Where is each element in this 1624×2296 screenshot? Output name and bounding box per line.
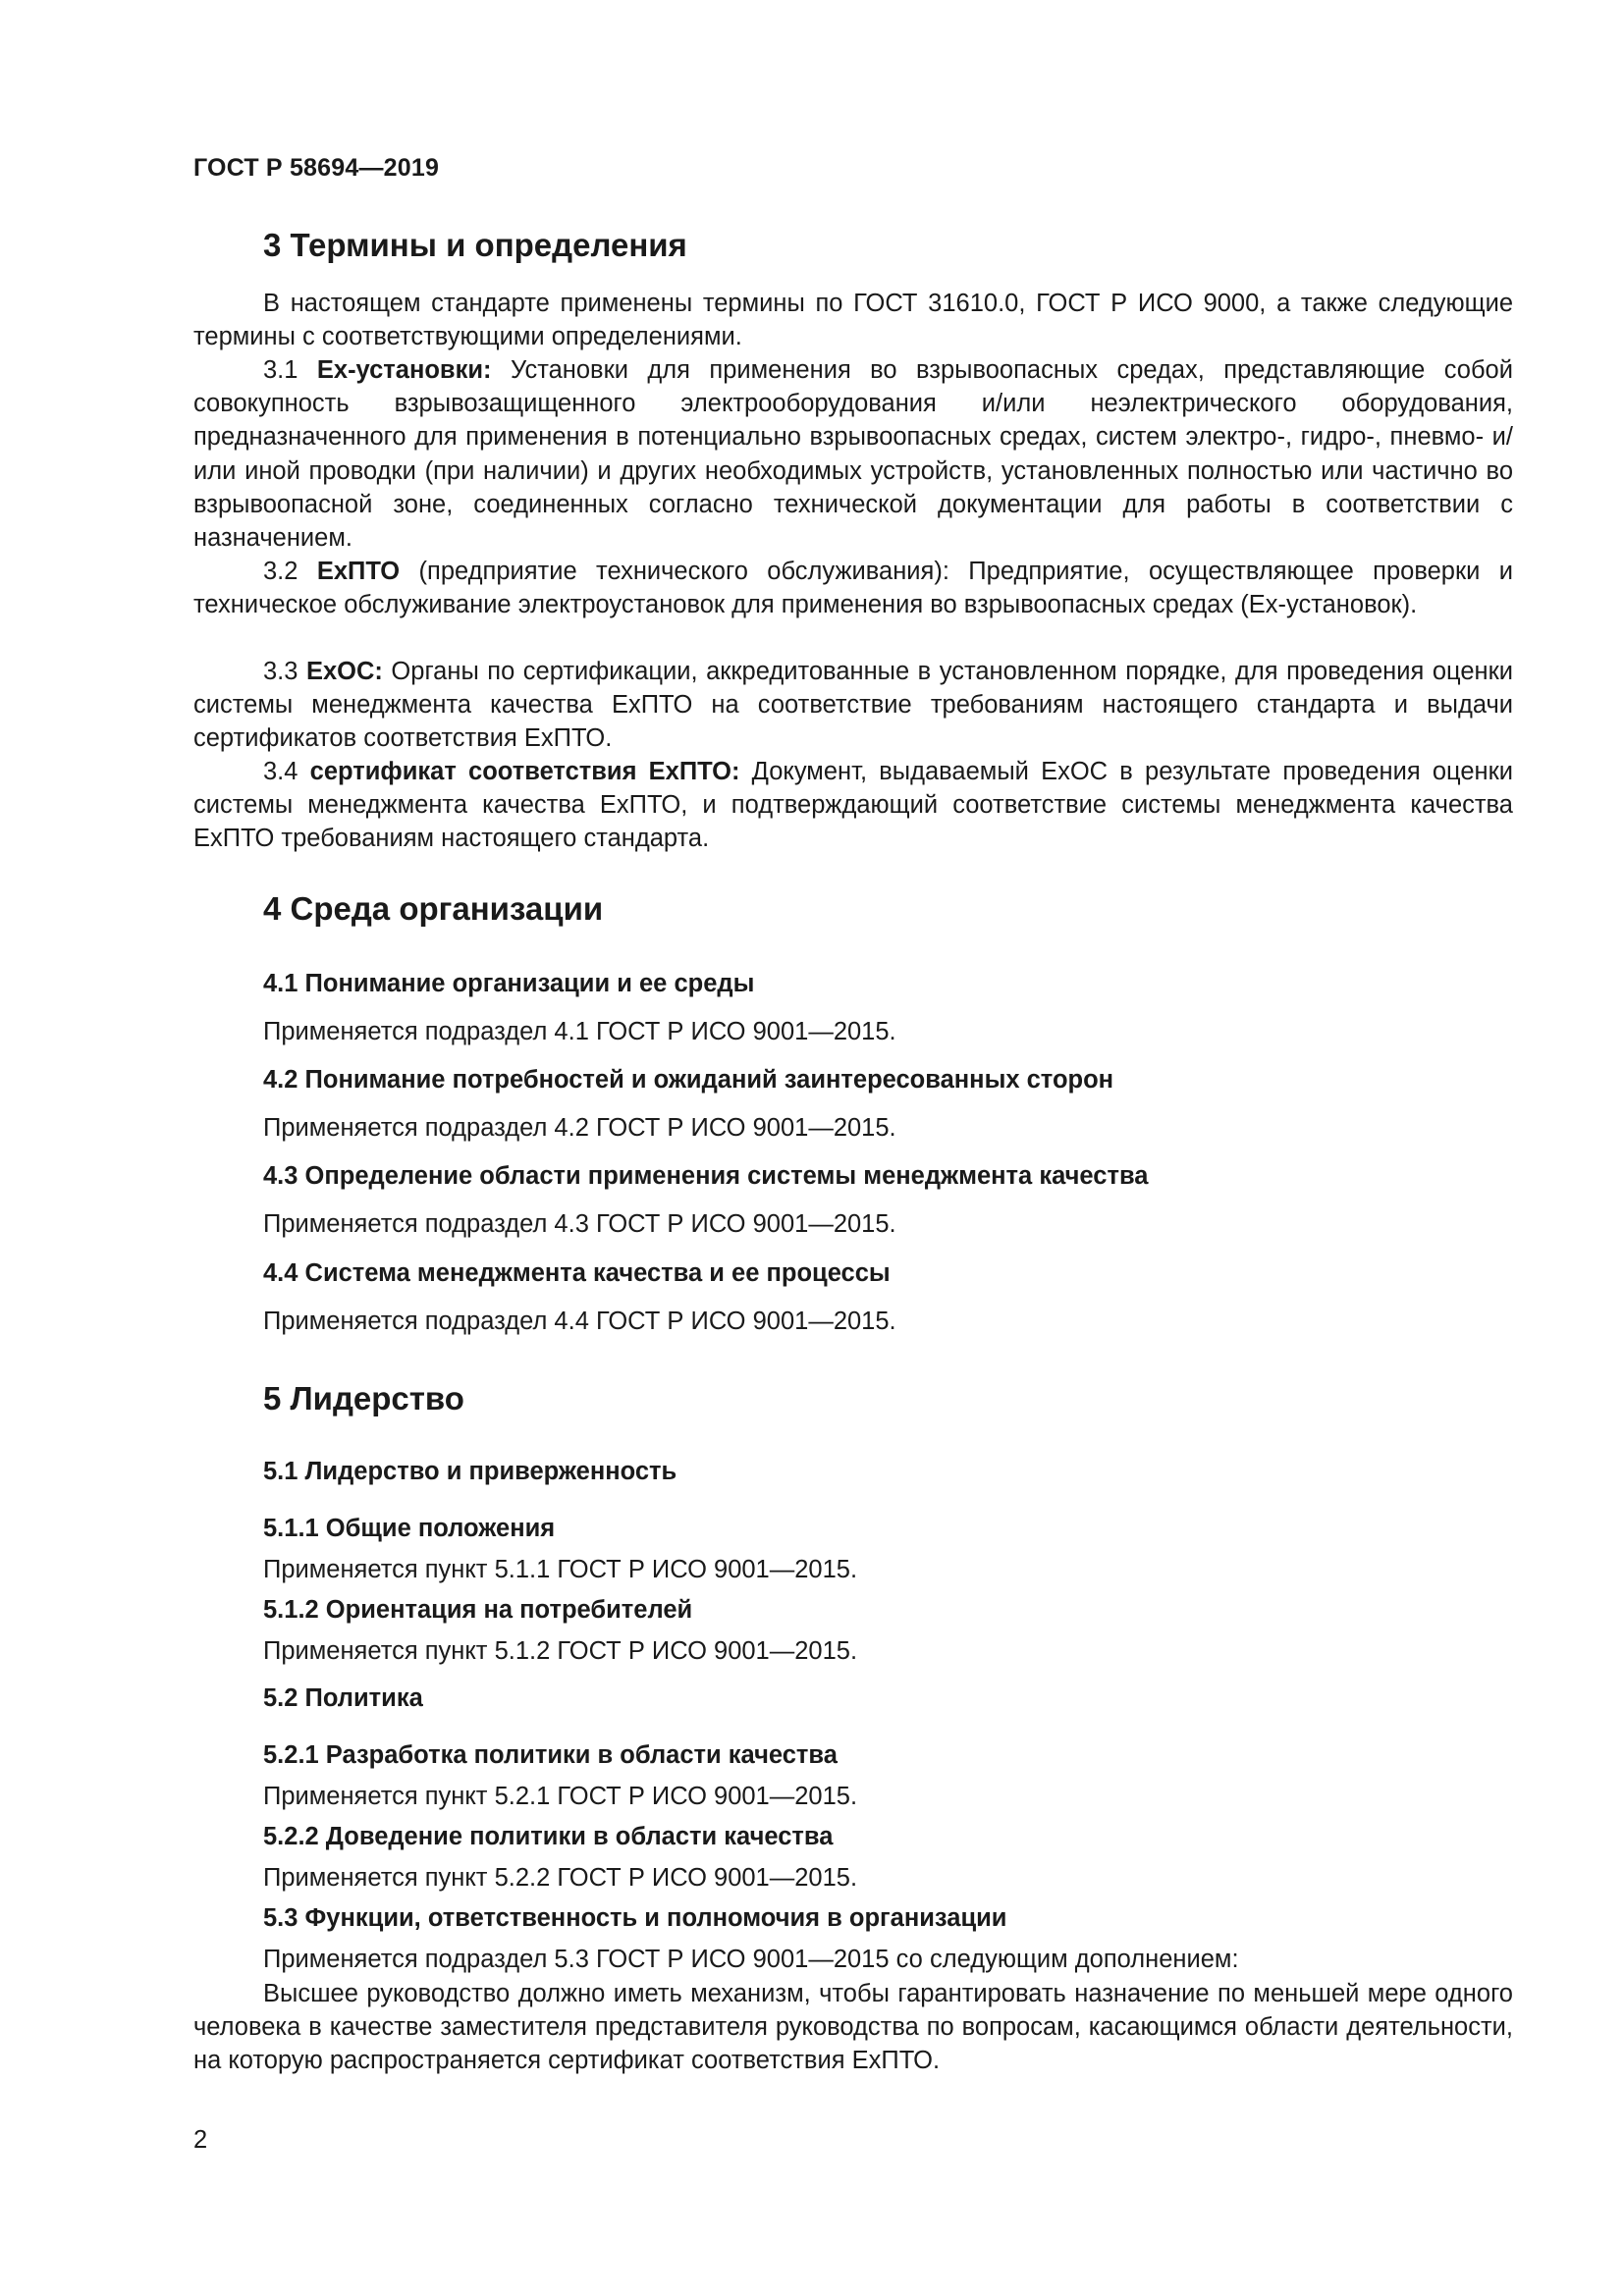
- section-4-title: 4 Среда организации: [263, 890, 604, 927]
- subsection-5-3-text: Применяется подраздел 5.3 ГОСТ Р ИСО 9001—2015 со следующим дополнением:: [263, 1946, 1239, 1973]
- term-3-4-name: сертификат соответствия ЕхПТО:: [309, 758, 740, 785]
- clause-5-1-1-text: Применяется пункт 5.1.1 ГОСТ Р ИСО 9001—2015.: [263, 1556, 858, 1583]
- term-3-2-definition: (предприятие технического обслуживания): Предприятие, осуществляющее проверки и техническое обслуживание электроустановок для применения во взрывоопасных средах (Ех-установок).: [193, 558, 1513, 619]
- subsection-4-1-text: Применяется подраздел 4.1 ГОСТ Р ИСО 9001—2015.: [263, 1018, 896, 1045]
- term-3-3-definition: Органы по сертификации, аккредитованные в установленном порядке, для проведения оценки системы менеджмента качества ЕхПТО на соответствие требованиям настоящего стандарта и выдачи сертификатов соответствия ЕхПТО.: [193, 658, 1513, 753]
- subsection-4-3-text: Применяется подраздел 4.3 ГОСТ Р ИСО 9001—2015.: [263, 1210, 896, 1238]
- term-3-1-name: Ех-установки:: [316, 356, 492, 384]
- clause-5-2-2-title: 5.2.2 Доведение политики в области качества: [263, 1823, 834, 1850]
- term-3-2: 3.2 ЕхПТО (предприятие технического обслуживания): Предприятие, осуществляющее проверки и техническое обслуживание электроустановок для применения во взрывоопасных средах (Ех-установок).: [193, 558, 1513, 619]
- term-3-3-name: ЕхОС:: [305, 658, 383, 685]
- term-3-3: 3.3 ЕхОС: Органы по сертификации, аккредитованные в установленном порядке, для проведения оценки системы менеджмента качества ЕхПТО на соответствие требованиям настоящего стандарта и выдачи сертификатов соответствия ЕхПТО.: [193, 658, 1513, 753]
- subsection-4-4-text: Применяется подраздел 4.4 ГОСТ Р ИСО 9001—2015.: [263, 1308, 896, 1335]
- term-3-1-definition: Установки для применения во взрывоопасных средах, представляющие собой совокупность взрывозащищенного электрооборудования и/или неэлектрического оборудования, предназначенного для применения в потенциально взрывоопасных средах, систем электро-, гидро-, пневмо- и/или иной проводки (при наличии) и других необходимых устройств, установленных полностью или частично во взрывоопасной зоне, соединенных согласно технической документации для работы в соответствии с назначением.: [193, 356, 1513, 553]
- subsection-5-1-title: 5.1 Лидерство и приверженность: [263, 1458, 677, 1485]
- section-3-intro: В настоящем стандарте применены термины по ГОСТ 31610.0, ГОСТ Р ИСО 9000, а также следующие термины с соответствующими определениями.: [193, 290, 1513, 351]
- clause-5-2-1-text: Применяется пункт 5.2.1 ГОСТ Р ИСО 9001—2015.: [263, 1783, 858, 1810]
- subsection-4-2-title: 4.2 Понимание потребностей и ожиданий заинтересованных сторон: [263, 1066, 1114, 1094]
- clause-5-2-1-title: 5.2.1 Разработка политики в области качества: [263, 1741, 838, 1769]
- subsection-5-2-title: 5.2 Политика: [263, 1684, 423, 1712]
- term-3-4: 3.4 сертификат соответствия ЕхПТО: Документ, выдаваемый ЕхОС в результате проведения оценки системы менеджмента качества ЕхПТО, и подтверждающий соответствие системы менеджмента качества ЕхПТО требованиям настоящего стандарта.: [193, 758, 1513, 853]
- section-3-title: 3 Термины и определения: [263, 227, 687, 263]
- subsection-5-3-addition: Высшее руководство должно иметь механизм, чтобы гарантировать назначение по меньшей мере одного человека в качестве заместителя представителя руководства по вопросам, касающимся области деятельности, на которую распространяется сертификат соответствия ЕхПТО.: [193, 1980, 1513, 2075]
- page-number: 2: [193, 2126, 208, 2154]
- subsection-4-1-title: 4.1 Понимание организации и ее среды: [263, 970, 755, 997]
- subsection-4-3-title: 4.3 Определение области применения системы менеджмента качества: [263, 1162, 1149, 1190]
- subsection-5-3-title: 5.3 Функции, ответственность и полномочия в организации: [263, 1904, 1007, 1932]
- term-3-2-name: ЕхПТО: [316, 558, 401, 585]
- term-3-1: 3.1 Ех-установки: Установки для применения во взрывоопасных средах, представляющие собой совокупность взрывозащищенного электрооборудования и/или неэлектрического оборудования, предназначенного для применения в потенциально взрывоопасных средах, систем электро-, гидро-, пневмо- и/или иной проводки (при наличии) и других необходимых устройств, установленных полностью или частично во взрывоопасной зоне, соединенных согласно технической документации для работы в соответствии с назначением.: [193, 356, 1513, 553]
- subsection-4-4-title: 4.4 Система менеджмента качества и ее процессы: [263, 1259, 891, 1287]
- clause-5-1-1-title: 5.1.1 Общие положения: [263, 1515, 556, 1542]
- clause-5-1-2-title: 5.1.2 Ориентация на потребителей: [263, 1596, 693, 1624]
- subsection-4-2-text: Применяется подраздел 4.2 ГОСТ Р ИСО 9001—2015.: [263, 1114, 896, 1142]
- clause-5-2-2-text: Применяется пункт 5.2.2 ГОСТ Р ИСО 9001—2015.: [263, 1864, 858, 1892]
- term-3-4-definition: Документ, выдаваемый ЕхОС в результате проведения оценки системы менеджмента качества ЕхПТО, и подтверждающий соответствие системы менеджмента качества ЕхПТО требованиям настоящего стандарта.: [193, 758, 1513, 853]
- clause-5-1-2-text: Применяется пункт 5.1.2 ГОСТ Р ИСО 9001—2015.: [263, 1637, 858, 1665]
- section-5-title: 5 Лидерство: [263, 1380, 464, 1416]
- document-code: ГОСТ Р 58694—2019: [193, 154, 440, 182]
